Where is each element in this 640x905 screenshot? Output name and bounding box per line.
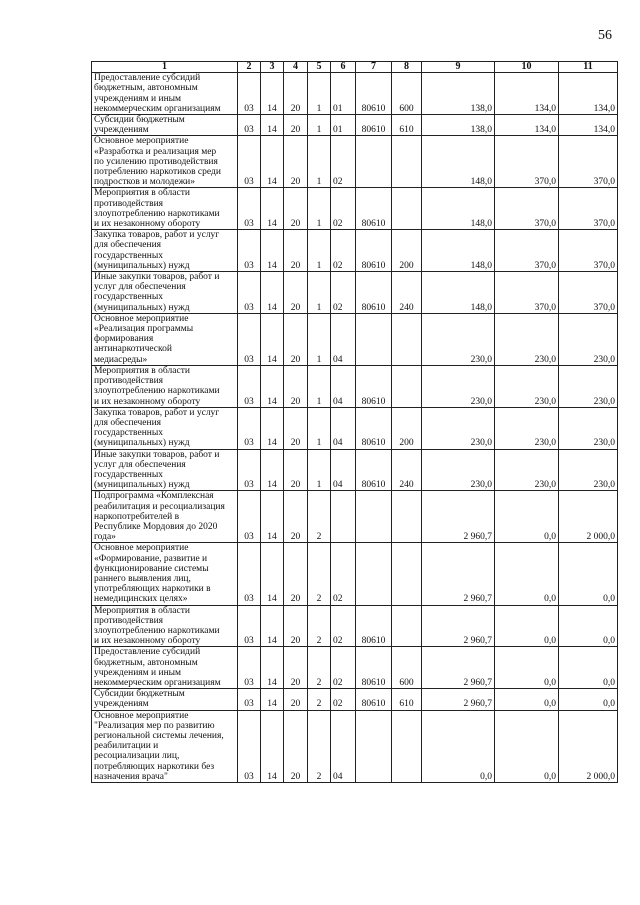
code-cell: 80610 bbox=[356, 73, 392, 115]
code-cell: 02 bbox=[331, 647, 356, 689]
code-cell bbox=[331, 491, 356, 543]
header-cell: 1 bbox=[92, 62, 238, 73]
row-name-line: бюджетным, автономным bbox=[94, 657, 198, 668]
row-name-line: назначения врача" bbox=[94, 771, 168, 782]
code-cell: 1 bbox=[308, 272, 331, 314]
code-cell: 14 bbox=[261, 272, 284, 314]
table-row bbox=[92, 407, 618, 449]
code-cell: 03 bbox=[238, 272, 261, 314]
code-cell: 04 bbox=[331, 313, 356, 365]
code-cell: 600 bbox=[392, 73, 422, 115]
row-name-line: государственных bbox=[94, 428, 164, 439]
code-cell bbox=[356, 491, 392, 543]
row-name-cell bbox=[92, 230, 238, 272]
row-name-line: для обеспечения bbox=[94, 417, 162, 428]
amount-cell: 0,0 bbox=[495, 543, 559, 605]
code-cell: 02 bbox=[331, 605, 356, 647]
code-cell: 1 bbox=[308, 449, 331, 491]
page-number: 56 bbox=[598, 28, 612, 43]
row-name-line: потреблению наркотиков среди bbox=[94, 167, 221, 178]
code-cell: 2 bbox=[308, 605, 331, 647]
code-cell: 20 bbox=[284, 689, 308, 710]
table-row bbox=[92, 73, 618, 115]
row-name-line: Иные закупки товаров, работ и bbox=[94, 272, 220, 283]
table-row bbox=[92, 313, 618, 365]
amount-cell: 370,0 bbox=[559, 230, 618, 272]
code-cell: 04 bbox=[331, 449, 356, 491]
amount-cell: 0,0 bbox=[559, 605, 618, 647]
header-cell: 3 bbox=[261, 62, 284, 73]
code-cell bbox=[356, 543, 392, 605]
row-name-line: государственных bbox=[94, 250, 164, 261]
code-cell: 240 bbox=[392, 272, 422, 314]
row-name-cell bbox=[92, 543, 238, 605]
code-cell: 20 bbox=[284, 365, 308, 407]
amount-cell: 138,0 bbox=[422, 115, 495, 136]
row-name-line: учреждениям bbox=[94, 699, 149, 710]
row-name-cell bbox=[92, 491, 238, 543]
code-cell: 2 bbox=[308, 647, 331, 689]
code-cell: 02 bbox=[331, 136, 356, 188]
row-name-line: и их незаконному обороту bbox=[94, 219, 201, 230]
row-name-cell bbox=[92, 407, 238, 449]
code-cell: 03 bbox=[238, 543, 261, 605]
row-name-line: злоупотреблению наркотиками bbox=[94, 625, 220, 636]
code-cell bbox=[392, 188, 422, 230]
row-name-line: антинаркотической bbox=[94, 344, 172, 355]
code-cell bbox=[356, 313, 392, 365]
code-cell: 200 bbox=[392, 230, 422, 272]
code-cell: 20 bbox=[284, 115, 308, 136]
code-cell: 1 bbox=[308, 115, 331, 136]
code-cell bbox=[356, 710, 392, 782]
code-cell: 80610 bbox=[356, 365, 392, 407]
row-name-line: и их незаконному обороту bbox=[94, 396, 201, 407]
row-name-line: злоупотреблению наркотиками bbox=[94, 208, 220, 219]
row-name-line: года» bbox=[94, 532, 116, 543]
row-name-cell bbox=[92, 710, 238, 782]
row-name-line: для обеспечения bbox=[94, 240, 162, 251]
amount-cell: 148,0 bbox=[422, 230, 495, 272]
code-cell: 20 bbox=[284, 710, 308, 782]
code-cell: 2 bbox=[308, 689, 331, 710]
amount-cell: 370,0 bbox=[559, 188, 618, 230]
amount-cell: 230,0 bbox=[559, 407, 618, 449]
row-name-line: формирования bbox=[94, 334, 154, 345]
table-row bbox=[92, 136, 618, 188]
row-name-line: раннего выявления лиц, bbox=[94, 573, 191, 584]
code-cell: 20 bbox=[284, 272, 308, 314]
code-cell bbox=[392, 605, 422, 647]
code-cell: 14 bbox=[261, 647, 284, 689]
row-name-cell bbox=[92, 272, 238, 314]
amount-cell: 230,0 bbox=[422, 313, 495, 365]
row-name-cell bbox=[92, 73, 238, 115]
code-cell: 14 bbox=[261, 449, 284, 491]
code-cell: 20 bbox=[284, 407, 308, 449]
row-name-line: Основное мероприятие bbox=[94, 543, 189, 554]
code-cell: 03 bbox=[238, 188, 261, 230]
code-cell: 03 bbox=[238, 73, 261, 115]
amount-cell: 230,0 bbox=[422, 407, 495, 449]
amount-cell: 0,0 bbox=[495, 647, 559, 689]
code-cell bbox=[392, 491, 422, 543]
amount-cell: 370,0 bbox=[495, 272, 559, 314]
amount-cell: 2 000,0 bbox=[559, 491, 618, 543]
row-name-line: Иные закупки товаров, работ и bbox=[94, 449, 220, 460]
row-name-line: реабилитация и ресоциализация bbox=[94, 501, 225, 512]
row-name-line: наркопотребителей в bbox=[94, 511, 180, 522]
amount-cell: 0,0 bbox=[495, 710, 559, 782]
code-cell: 03 bbox=[238, 491, 261, 543]
row-name-cell bbox=[92, 188, 238, 230]
code-cell: 2 bbox=[308, 543, 331, 605]
code-cell: 20 bbox=[284, 73, 308, 115]
code-cell: 02 bbox=[331, 543, 356, 605]
code-cell bbox=[392, 136, 422, 188]
amount-cell: 0,0 bbox=[559, 689, 618, 710]
code-cell: 04 bbox=[331, 365, 356, 407]
amount-cell: 370,0 bbox=[559, 272, 618, 314]
code-cell: 20 bbox=[284, 313, 308, 365]
code-cell: 80610 bbox=[356, 272, 392, 314]
amount-cell: 0,0 bbox=[559, 647, 618, 689]
code-cell: 14 bbox=[261, 605, 284, 647]
row-name-line: противодействия bbox=[94, 615, 164, 626]
row-name-cell bbox=[92, 689, 238, 710]
code-cell: 20 bbox=[284, 491, 308, 543]
code-cell: 1 bbox=[308, 313, 331, 365]
row-name-line: государственных bbox=[94, 469, 164, 480]
code-cell: 14 bbox=[261, 313, 284, 365]
code-cell: 1 bbox=[308, 230, 331, 272]
amount-cell: 134,0 bbox=[495, 73, 559, 115]
amount-cell: 370,0 bbox=[495, 188, 559, 230]
table-row bbox=[92, 689, 618, 710]
amount-cell: 230,0 bbox=[495, 407, 559, 449]
code-cell: 20 bbox=[284, 136, 308, 188]
row-name-line: «Формирование, развитие и bbox=[94, 553, 208, 564]
row-name-line: употребляющих наркотики в bbox=[94, 584, 211, 595]
row-name-line: (муниципальных) нужд bbox=[94, 302, 190, 313]
header-row bbox=[92, 62, 618, 73]
code-cell: 03 bbox=[238, 313, 261, 365]
code-cell: 03 bbox=[238, 689, 261, 710]
row-name-line: Основное мероприятие bbox=[94, 136, 189, 147]
row-name-line: медиасреды» bbox=[94, 354, 148, 365]
amount-cell: 370,0 bbox=[495, 136, 559, 188]
table-row bbox=[92, 605, 618, 647]
row-name-line: государственных bbox=[94, 292, 164, 303]
row-name-line: Субсидии бюджетным bbox=[94, 689, 185, 700]
row-name-cell bbox=[92, 313, 238, 365]
code-cell: 03 bbox=[238, 115, 261, 136]
header-cell: 8 bbox=[392, 62, 422, 73]
code-cell: 1 bbox=[308, 407, 331, 449]
header-cell: 10 bbox=[495, 62, 559, 73]
code-cell: 02 bbox=[331, 272, 356, 314]
amount-cell: 230,0 bbox=[495, 313, 559, 365]
code-cell: 03 bbox=[238, 647, 261, 689]
code-cell: 14 bbox=[261, 543, 284, 605]
code-cell: 14 bbox=[261, 491, 284, 543]
amount-cell: 2 960,7 bbox=[422, 647, 495, 689]
code-cell: 14 bbox=[261, 188, 284, 230]
row-name-line: Предоставление субсидий bbox=[94, 73, 201, 84]
header-cell: 7 bbox=[356, 62, 392, 73]
code-cell bbox=[392, 543, 422, 605]
amount-cell: 370,0 bbox=[559, 136, 618, 188]
amount-cell: 230,0 bbox=[559, 313, 618, 365]
code-cell: 610 bbox=[392, 115, 422, 136]
row-name-line: Субсидии бюджетным bbox=[94, 115, 185, 126]
row-name-line: некоммерческим организациям bbox=[94, 103, 221, 114]
table-row bbox=[92, 543, 618, 605]
row-name-line: услуг для обеспечения bbox=[94, 282, 186, 293]
code-cell: 80610 bbox=[356, 188, 392, 230]
code-cell: 1 bbox=[308, 73, 331, 115]
row-name-cell bbox=[92, 449, 238, 491]
row-name-line: по усилению противодействия bbox=[94, 156, 218, 167]
table-row bbox=[92, 188, 618, 230]
code-cell: 14 bbox=[261, 73, 284, 115]
row-name-line: противодействия bbox=[94, 376, 164, 387]
amount-cell: 370,0 bbox=[495, 230, 559, 272]
code-cell: 03 bbox=[238, 605, 261, 647]
code-cell: 80610 bbox=[356, 605, 392, 647]
row-name-line: Предоставление субсидий bbox=[94, 647, 201, 658]
code-cell bbox=[356, 136, 392, 188]
code-cell: 14 bbox=[261, 689, 284, 710]
code-cell bbox=[392, 313, 422, 365]
table-row bbox=[92, 710, 618, 782]
budget-table bbox=[91, 61, 618, 783]
table-row bbox=[92, 272, 618, 314]
row-name-line: немедицинских целях» bbox=[94, 594, 188, 605]
table-row bbox=[92, 365, 618, 407]
code-cell: 03 bbox=[238, 407, 261, 449]
code-cell: 02 bbox=[331, 689, 356, 710]
code-cell: 80610 bbox=[356, 230, 392, 272]
code-cell: 14 bbox=[261, 230, 284, 272]
amount-cell: 0,0 bbox=[559, 543, 618, 605]
header-cell: 5 bbox=[308, 62, 331, 73]
row-name-line: Республике Мордовия до 2020 bbox=[94, 521, 218, 532]
amount-cell: 148,0 bbox=[422, 188, 495, 230]
row-name-line: учреждениям bbox=[94, 125, 149, 136]
code-cell: 2 bbox=[308, 491, 331, 543]
header-cell: 11 bbox=[559, 62, 618, 73]
code-cell: 03 bbox=[238, 136, 261, 188]
amount-cell: 230,0 bbox=[559, 365, 618, 407]
code-cell: 03 bbox=[238, 230, 261, 272]
amount-cell: 2 960,7 bbox=[422, 543, 495, 605]
amount-cell: 0,0 bbox=[495, 491, 559, 543]
code-cell: 80610 bbox=[356, 449, 392, 491]
row-name-line: Подпрограмма «Комплексная bbox=[94, 491, 214, 502]
table-row bbox=[92, 449, 618, 491]
row-name-line: Мероприятия в области bbox=[94, 188, 190, 199]
code-cell: 80610 bbox=[356, 689, 392, 710]
row-name-line: (муниципальных) нужд bbox=[94, 480, 190, 491]
row-name-line: подростков и молодежи» bbox=[94, 177, 196, 188]
row-name-line: (муниципальных) нужд bbox=[94, 260, 190, 271]
code-cell: 80610 bbox=[356, 115, 392, 136]
code-cell: 02 bbox=[331, 188, 356, 230]
header-cell: 9 bbox=[422, 62, 495, 73]
table-body bbox=[92, 73, 618, 783]
row-name-line: региональной системы лечения, bbox=[94, 731, 224, 741]
row-name-line: Основное мероприятие bbox=[94, 313, 189, 324]
row-name-line: «Разработка и реализация мер bbox=[94, 146, 217, 157]
row-name-line: злоупотреблению наркотиками bbox=[94, 386, 220, 397]
row-name-line: Закупка товаров, работ и услуг bbox=[94, 407, 220, 418]
code-cell: 14 bbox=[261, 365, 284, 407]
row-name-line: ресоциализации лиц, bbox=[94, 751, 180, 762]
row-name-line: потребляющих наркотики без bbox=[94, 761, 215, 772]
table-row bbox=[92, 115, 618, 136]
header-cell: 2 bbox=[238, 62, 261, 73]
row-name-line: некоммерческим организациям bbox=[94, 677, 221, 688]
amount-cell: 2 960,7 bbox=[422, 491, 495, 543]
amount-cell: 138,0 bbox=[422, 73, 495, 115]
code-cell: 03 bbox=[238, 710, 261, 782]
row-name-line: и их незаконному обороту bbox=[94, 636, 201, 647]
code-cell bbox=[392, 365, 422, 407]
code-cell: 240 bbox=[392, 449, 422, 491]
row-name-line: бюджетным, автономным bbox=[94, 83, 198, 94]
row-name-cell bbox=[92, 365, 238, 407]
row-name-cell bbox=[92, 647, 238, 689]
row-name-line: Закупка товаров, работ и услуг bbox=[94, 230, 220, 241]
row-name-line: Мероприятия в области bbox=[94, 365, 190, 376]
amount-cell: 230,0 bbox=[559, 449, 618, 491]
code-cell: 1 bbox=[308, 136, 331, 188]
row-name-line: учреждениям и иным bbox=[94, 93, 182, 104]
row-name-cell bbox=[92, 605, 238, 647]
code-cell: 20 bbox=[284, 605, 308, 647]
code-cell: 04 bbox=[331, 407, 356, 449]
row-name-line: реабилитации и bbox=[94, 741, 159, 752]
code-cell: 1 bbox=[308, 365, 331, 407]
row-name-cell bbox=[92, 136, 238, 188]
row-name-line: Основное мероприятие bbox=[94, 710, 189, 721]
code-cell: 04 bbox=[331, 710, 356, 782]
code-cell: 600 bbox=[392, 647, 422, 689]
amount-cell: 134,0 bbox=[559, 115, 618, 136]
amount-cell: 2 960,7 bbox=[422, 605, 495, 647]
code-cell: 14 bbox=[261, 115, 284, 136]
table-row bbox=[92, 647, 618, 689]
amount-cell: 230,0 bbox=[495, 365, 559, 407]
code-cell: 200 bbox=[392, 407, 422, 449]
amount-cell: 2 000,0 bbox=[559, 710, 618, 782]
header-cell: 4 bbox=[284, 62, 308, 73]
code-cell: 80610 bbox=[356, 407, 392, 449]
amount-cell: 230,0 bbox=[495, 449, 559, 491]
row-name-line: (муниципальных) нужд bbox=[94, 438, 190, 449]
table-row bbox=[92, 230, 618, 272]
row-name-line: "Реализация мер по развитию bbox=[94, 720, 215, 731]
row-name-line: Мероприятия в области bbox=[94, 605, 190, 616]
code-cell: 03 bbox=[238, 449, 261, 491]
code-cell bbox=[392, 710, 422, 782]
amount-cell: 2 960,7 bbox=[422, 689, 495, 710]
header-cell: 6 bbox=[331, 62, 356, 73]
amount-cell: 0,0 bbox=[422, 710, 495, 782]
amount-cell: 230,0 bbox=[422, 449, 495, 491]
amount-cell: 0,0 bbox=[495, 605, 559, 647]
row-name-cell bbox=[92, 115, 238, 136]
code-cell: 14 bbox=[261, 407, 284, 449]
code-cell: 14 bbox=[261, 136, 284, 188]
code-cell: 20 bbox=[284, 647, 308, 689]
code-cell: 20 bbox=[284, 188, 308, 230]
amount-cell: 148,0 bbox=[422, 136, 495, 188]
code-cell: 20 bbox=[284, 230, 308, 272]
amount-cell: 148,0 bbox=[422, 272, 495, 314]
table-row bbox=[92, 491, 618, 543]
amount-cell: 134,0 bbox=[495, 115, 559, 136]
code-cell: 01 bbox=[331, 115, 356, 136]
code-cell: 01 bbox=[331, 73, 356, 115]
row-name-line: противодействия bbox=[94, 198, 164, 209]
row-name-line: «Реализация программы bbox=[94, 324, 194, 335]
code-cell: 03 bbox=[238, 365, 261, 407]
code-cell: 14 bbox=[261, 710, 284, 782]
code-cell: 2 bbox=[308, 710, 331, 782]
code-cell: 80610 bbox=[356, 647, 392, 689]
row-name-line: учреждениям и иным bbox=[94, 667, 182, 678]
amount-cell: 134,0 bbox=[559, 73, 618, 115]
amount-cell: 0,0 bbox=[495, 689, 559, 710]
code-cell: 02 bbox=[331, 230, 356, 272]
amount-cell: 230,0 bbox=[422, 365, 495, 407]
code-cell: 610 bbox=[392, 689, 422, 710]
code-cell: 20 bbox=[284, 449, 308, 491]
code-cell: 20 bbox=[284, 543, 308, 605]
row-name-line: услуг для обеспечения bbox=[94, 459, 186, 470]
code-cell: 1 bbox=[308, 188, 331, 230]
row-name-line: функционирование системы bbox=[94, 563, 209, 574]
